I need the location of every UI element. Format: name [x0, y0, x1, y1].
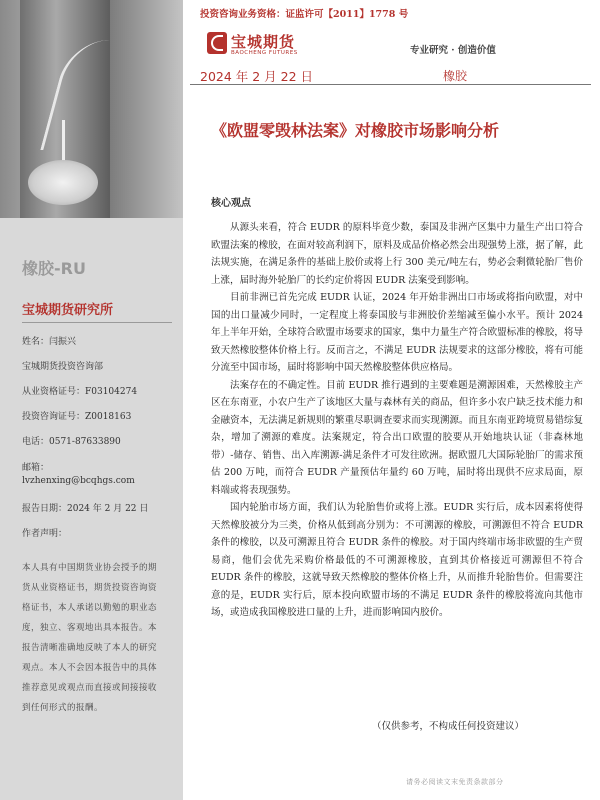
logo-text: 宝城期货	[231, 33, 296, 51]
paragraph: 法案存在的不确定性。目前 EUDR 推行遇到的主要难题是溯源困难，天然橡胶主产区在东南亚，小农户生产了该地区大量与森林有关的商品，但许多小农户缺乏技术能力和金融资本，无法满足新规则的繁重尽职调查要求而实现溯源。而且东南亚跨境贸易错综复杂，增加了溯源的难度。法案规定，符合出口欧盟的胶要从开始地块认证（非森林地带）-储存、销售、出入库溯源-满足条件才可发往欧洲。据欧盟几大国际轮胎厂的需求预估 200 万吨，而符合 EUDR 产量预估年量约 60 万吨，届时将出现供不应求局面，原料端或将表现强势。	[211, 379, 583, 496]
company-logo	[207, 30, 317, 60]
sidebar-divider	[22, 322, 172, 323]
qualification-number: 从业资格证号：F03104274	[22, 387, 138, 397]
paragraph: 目前非洲已首先完成 EUDR 认证，2024 年开始非洲出口市场或将指向欧盟，对中国的出口量减少同时，一定程度上将泰国胶与非洲胶价差缩减至偏小水平。预计 2024 年上半年开始，全球符合欧盟市场要求的国家，集中力量生产符合欧盟标准的橡胶，将导致天然橡胶整体价格上行。反而言之，不满足 EUDR 法规要求的这部分橡胶，将有可能分流至中国市场，届时将影响中国天然橡胶整体供应格局。	[211, 292, 583, 373]
rubber-tree-photo	[0, 0, 183, 218]
certification-line: 投资咨询业务资格：证监许可【2011】1778 号	[200, 9, 409, 20]
sidebar	[0, 0, 183, 800]
email-address: lvzhenxing@bcqhgs.com	[22, 476, 135, 486]
report-title: 《欧盟零毁林法案》对橡胶市场影响分析	[211, 121, 500, 140]
logo-mark-icon	[207, 32, 227, 54]
date-bar	[190, 67, 591, 85]
author-name: 姓名：闫振兴	[22, 337, 77, 347]
author-statement-label: 作者声明：	[22, 529, 68, 539]
product-label: 橡胶-RU	[22, 259, 86, 278]
footer-note: 请务必阅读文末免责条款部分	[406, 778, 504, 786]
phone: 电话：0571-87633890	[22, 437, 121, 447]
reference-note: （仅供参考，不构成任何投资建议）	[372, 721, 525, 732]
email-label: 邮箱：	[22, 463, 50, 473]
report-body	[211, 219, 583, 622]
core-heading: 核心观点	[211, 198, 251, 209]
report-category: 橡胶	[443, 69, 468, 83]
consulting-number: 投资咨询证号：Z0018163	[22, 412, 132, 422]
paragraph: 国内轮胎市场方面，我们认为轮胎售价或将上涨。EUDR 实行后，成本因素将使得天然橡胶被分为三类，价格从低到高分别为：不可溯源的橡胶，可溯源但不符合 EUDR 条件的橡胶，以及可溯源且符合 EUDR 条件的橡胶。对于国内终端市场非欧盟的生产贸易商，他们会优先采购价格最低的不可溯源橡胶，直到其价格接近可溯源但不符合 EUDR 条件的橡胶，这就导致天然橡胶的整体价格上升，从而推升轮胎售价。但需要注意的是，EUDR 实行后，原本投向欧盟市场的不满足 EUDR 条件的橡胶将流向其他市场，或造成我国橡胶进口量的上升，进而影响国内胶价。	[211, 502, 583, 618]
slogan: 专业研究 · 创造价值	[410, 45, 496, 56]
report-date: 报告日期：2024 年 2 月 22 日	[22, 504, 149, 514]
logo-subtext: BAOCHENG FUTURES	[231, 50, 298, 56]
department: 宝城期货投资咨询部	[22, 362, 104, 372]
institute-name: 宝城期货研究所	[22, 303, 114, 318]
author-statement: 本人具有中国期货业协会授予的期货从业资格证书，期货投资咨询资格证书，本人承诺以勤勉的职业态度，独立、客观地出具本报告。本报告清晰准确地反映了本人的研究观点。本人不会因本报告中的具体推荐意见或观点而直接或间接接收到任何形式的报酬。	[22, 563, 158, 713]
report-date-header: 2024 年 2 月 22 日	[200, 69, 314, 84]
paragraph: 从源头来看，符合 EUDR 的原料毕竟少数，泰国及非洲产区集中力量生产出口符合欧盟法案的橡胶，在面对较高利润下，原料及成品价格必然会出现强势上涨，据了解，此法规实施，在满足条件的基础上胶价或将上行 300 美元/吨左右，势必会剩微轮胎厂售价上涨，届时海外轮胎厂的长约定价将因 EUDR 法案受到影响。	[211, 222, 583, 286]
